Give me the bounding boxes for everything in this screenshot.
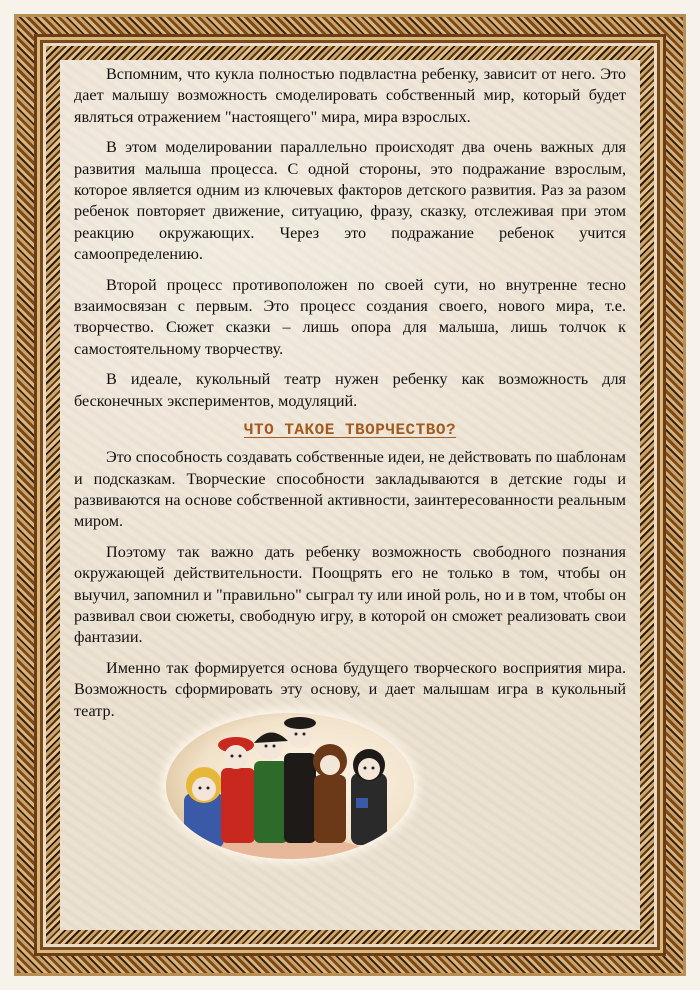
puppets-photo-wrap bbox=[166, 713, 414, 859]
paragraph: В идеале, кукольный театр нужен ребенку как возможность для бесконечных экспериментов, модуляций. bbox=[74, 370, 626, 410]
paragraph: Вспомним, что кукла полностью подвластна ребенку, зависит от него. Это дает малышу возможность смоделировать собственный мир, который будет являться отражением "настоящего" мира, мира взрослых. bbox=[74, 65, 626, 126]
section-heading: ЧТО ТАКОЕ ТВОРЧЕСТВО? bbox=[243, 421, 457, 440]
paragraph: Второй процесс противоположен по своей сути, но внутренне тесно взаимосвязан с первым. Это процесс создания своего, нового мира, т.е. творчество. Сюжет сказки – лишь опора для малыша, лишь толчок к самостоятельному творчеству. bbox=[74, 275, 626, 358]
section-heading-wrap bbox=[74, 421, 626, 439]
paragraph: Это способность создавать собственные идеи, не действовать по шаблонам и подсказкам. Творческие способности закладываются в детские годы и развиваются на основе собственной активности, заинтересованности реальным миром. bbox=[74, 448, 626, 531]
paragraph: Именно так формируется основа будущего творческого восприятия мира. Возможность сформировать эту основу, и дает малышам игра в кукольный театр. bbox=[74, 658, 626, 720]
paragraph: В этом моделировании параллельно происходят два очень важных для развития малыша процесса. С одной стороны, это подражание взрослым, которое является одним из ключевых факторов детского развития. Раз за разом ребенок повторяет движение, ситуацию, фразу, сказку, отслеживая при этом реакцию окружающих. Через это подражание ребенок учится самоопределению. bbox=[74, 138, 626, 264]
paragraph: Поэтому так важно дать ребенку возможность свободного познания окружающей действительности. Поощрять его не только в том, чтобы он выучил, запомнил и "правильно" сыграл ту или иной роль, но и в том, чтобы он развивал свои сюжеты, свободную игру, в которой он сможет реализовать свои фантазии. bbox=[74, 542, 626, 647]
puppets-icon bbox=[166, 713, 414, 859]
puppets-photo bbox=[166, 713, 414, 859]
